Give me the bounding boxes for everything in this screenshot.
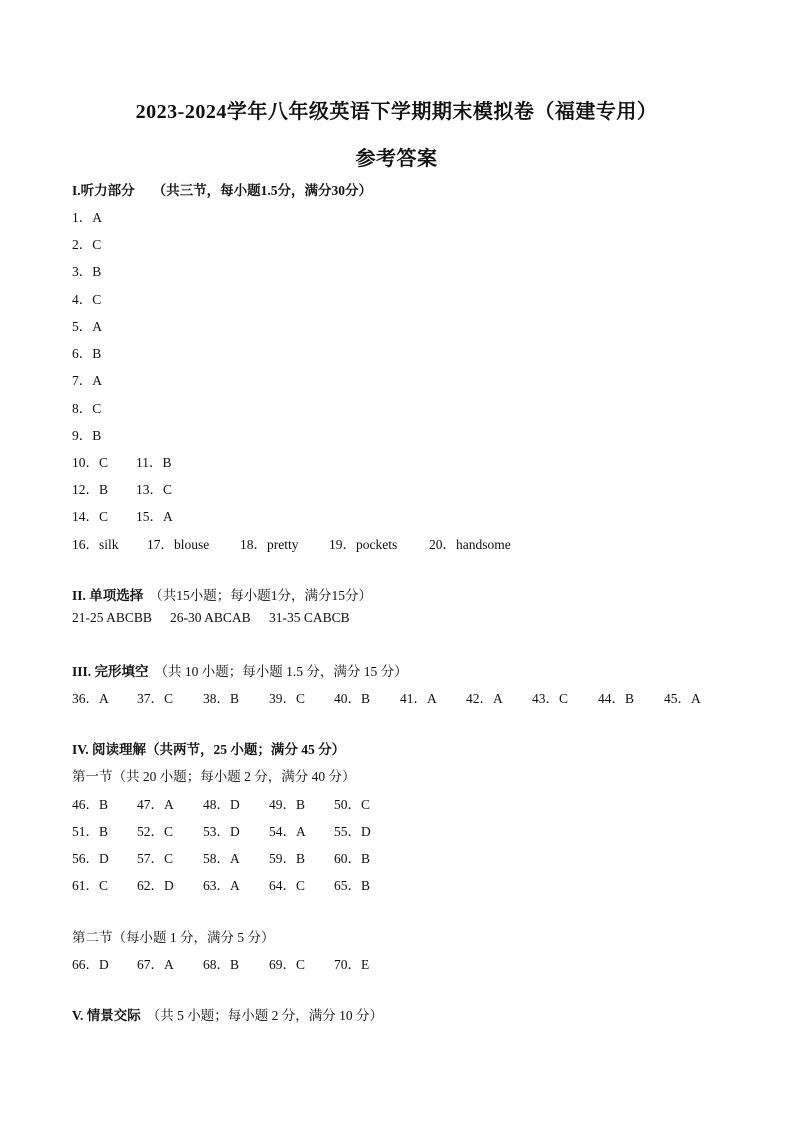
- answer-row: [72, 687, 701, 707]
- answer-item: 6．B: [72, 346, 102, 361]
- section-heading: III. 完形填空: [72, 664, 149, 679]
- answer-item: 57．C: [137, 851, 174, 866]
- answer-row: [72, 874, 370, 894]
- answer-item: 3．B: [72, 264, 102, 279]
- answer-item: 58．A: [203, 851, 240, 866]
- answer-item: 20．handsome: [429, 537, 511, 552]
- answer-item: 62．D: [137, 878, 174, 893]
- answer-row: [72, 820, 371, 840]
- answer-item: 67．A: [137, 957, 174, 972]
- answer-item: 46．B: [72, 797, 109, 812]
- answer-item: 68．B: [203, 957, 240, 972]
- answer-row: [72, 953, 369, 973]
- answer-row: [72, 610, 350, 626]
- answer-item: 53．D: [203, 824, 240, 839]
- answer-item: 16．silk: [72, 537, 119, 552]
- answer-item: 12．B: [72, 482, 109, 497]
- page-title: 2023-2024学年八年级英语下学期期末模拟卷（福建专用）: [135, 101, 658, 123]
- answer-item: 11．B: [136, 455, 172, 470]
- subsection-heading: 第一节（共 20 小题；每小题 2 分，满分 40 分）: [72, 769, 356, 784]
- section-listening-header: [72, 179, 372, 199]
- answer-item: 4．C: [72, 292, 102, 307]
- section-cloze-header: [72, 660, 408, 680]
- answer-item: 63．A: [203, 878, 240, 893]
- answer-item: 2．C: [72, 237, 102, 252]
- answer-row: [72, 478, 172, 498]
- answer-item: 36．A: [72, 691, 109, 706]
- answer-item: 43．C: [532, 691, 569, 706]
- answer-item: 54．A: [269, 824, 306, 839]
- answer-item: 7．A: [72, 373, 102, 388]
- answer-item: 26-30 ABCAB: [170, 610, 251, 625]
- section-note: （共 5 小题；每小题 2 分，满分 10 分）: [146, 1008, 384, 1023]
- answer-item: 70．E: [334, 957, 370, 972]
- answer-item: 47．A: [137, 797, 174, 812]
- answer-item: 39．C: [269, 691, 306, 706]
- answer-item: 10．C: [72, 455, 109, 470]
- answer-item: 64．C: [269, 878, 306, 893]
- answer-item: 14．C: [72, 509, 109, 524]
- answer-row: [72, 533, 511, 553]
- answer-row: [72, 847, 370, 867]
- answer-item: 48．D: [203, 797, 240, 812]
- answer-item: 38．B: [203, 691, 240, 706]
- answer-item: 21-25 ABCBB: [72, 610, 152, 625]
- section-heading: V. 情景交际: [72, 1008, 141, 1023]
- section-note: （共 10 小题；每小题 1.5 分，满分 15 分）: [154, 664, 408, 679]
- answer-item: 41．A: [400, 691, 437, 706]
- answer-item: 45．A: [664, 691, 701, 706]
- section-reading-header: IV. 阅读理解（共两节，25 小题；满分 45 分）: [72, 742, 346, 757]
- answer-item: 37．C: [137, 691, 174, 706]
- answer-item: 19．pockets: [329, 537, 398, 552]
- answer-item: 60．B: [334, 851, 371, 866]
- section-single-choice-header: [72, 584, 372, 604]
- answer-item: 17．blouse: [147, 537, 210, 552]
- answer-item: 55．D: [334, 824, 371, 839]
- answer-item: 31-35 CABCB: [269, 610, 350, 625]
- answer-item: 1．A: [72, 210, 102, 225]
- page-subtitle: 参考答案: [355, 148, 438, 170]
- answer-item: 61．C: [72, 878, 109, 893]
- section-heading: II. 单项选择: [72, 588, 144, 603]
- answer-item: 69．C: [269, 957, 306, 972]
- answer-row: [72, 505, 173, 525]
- answer-row: [72, 793, 370, 813]
- subsection-heading: 第二节（每小题 1 分，满分 5 分）: [72, 930, 275, 945]
- section-note: （共三节，每小题1.5分，满分30分）: [152, 183, 373, 198]
- answer-item: 49．B: [269, 797, 306, 812]
- answer-item: 50．C: [334, 797, 371, 812]
- answer-item: 5．A: [72, 319, 102, 334]
- answer-item: 15．A: [136, 509, 173, 524]
- answer-item: 66．D: [72, 957, 109, 972]
- answer-item: 8．C: [72, 401, 102, 416]
- answer-item: 40．B: [334, 691, 371, 706]
- answer-item: 59．B: [269, 851, 306, 866]
- answer-row: [72, 451, 172, 471]
- section-heading: I.听力部分: [72, 183, 135, 198]
- answer-item: 52．C: [137, 824, 174, 839]
- answer-item: 56．D: [72, 851, 109, 866]
- answer-item: 44．B: [598, 691, 635, 706]
- section-note: （共15小题；每小题1分，满分15分）: [149, 588, 373, 603]
- answer-item: 18．pretty: [240, 537, 299, 552]
- section-communication-header: [72, 1004, 383, 1024]
- answer-item: 42．A: [466, 691, 503, 706]
- answer-item: 65．B: [334, 878, 371, 893]
- answer-item: 9．B: [72, 428, 102, 443]
- answer-item: 13．C: [136, 482, 173, 497]
- answer-item: 51．B: [72, 824, 109, 839]
